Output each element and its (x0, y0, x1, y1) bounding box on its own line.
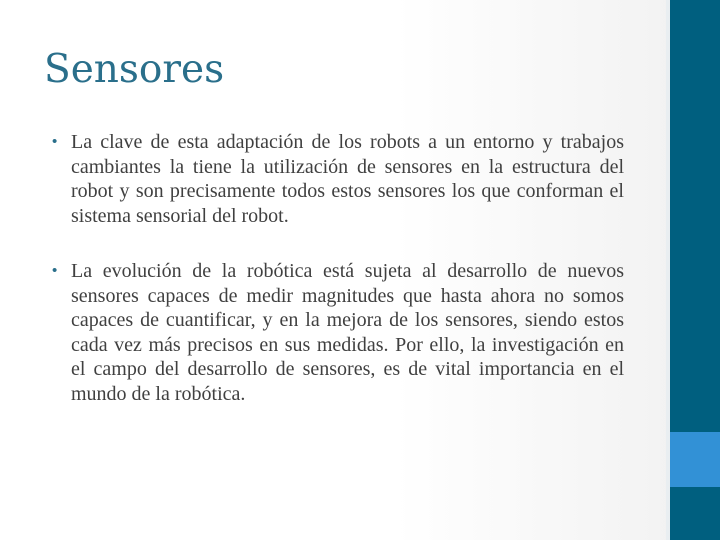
bullet-item-1 (52, 130, 624, 228)
slide-title: Sensores (44, 47, 225, 92)
bullet-text-2: La evolución de la robótica está sujeta al desarrollo de nuevos sensores capaces de medir magnitudes que hasta ahora no somos capaces de cuantificar, y en la mejora de los sensores, siendo estos cada vez más precisos en sus medidas. Por ello, la investigación en el campo del desarrollo de sensores, es de vital importancia en el mundo de la robótica. (71, 260, 624, 405)
bullet-marker: • (52, 133, 58, 150)
bullet-list (52, 130, 624, 437)
bullet-text-1: La clave de esta adaptación de los robots a un entorno y trabajos cambiantes la tiene la utilización de sensores en la estructura del robot y son precisamente todos estos sensores los que conforman el sistema sensorial del robot. (71, 131, 624, 227)
sidebar-accent-block (670, 432, 720, 487)
bullet-marker: • (52, 262, 58, 279)
bullet-item-2 (52, 259, 624, 406)
